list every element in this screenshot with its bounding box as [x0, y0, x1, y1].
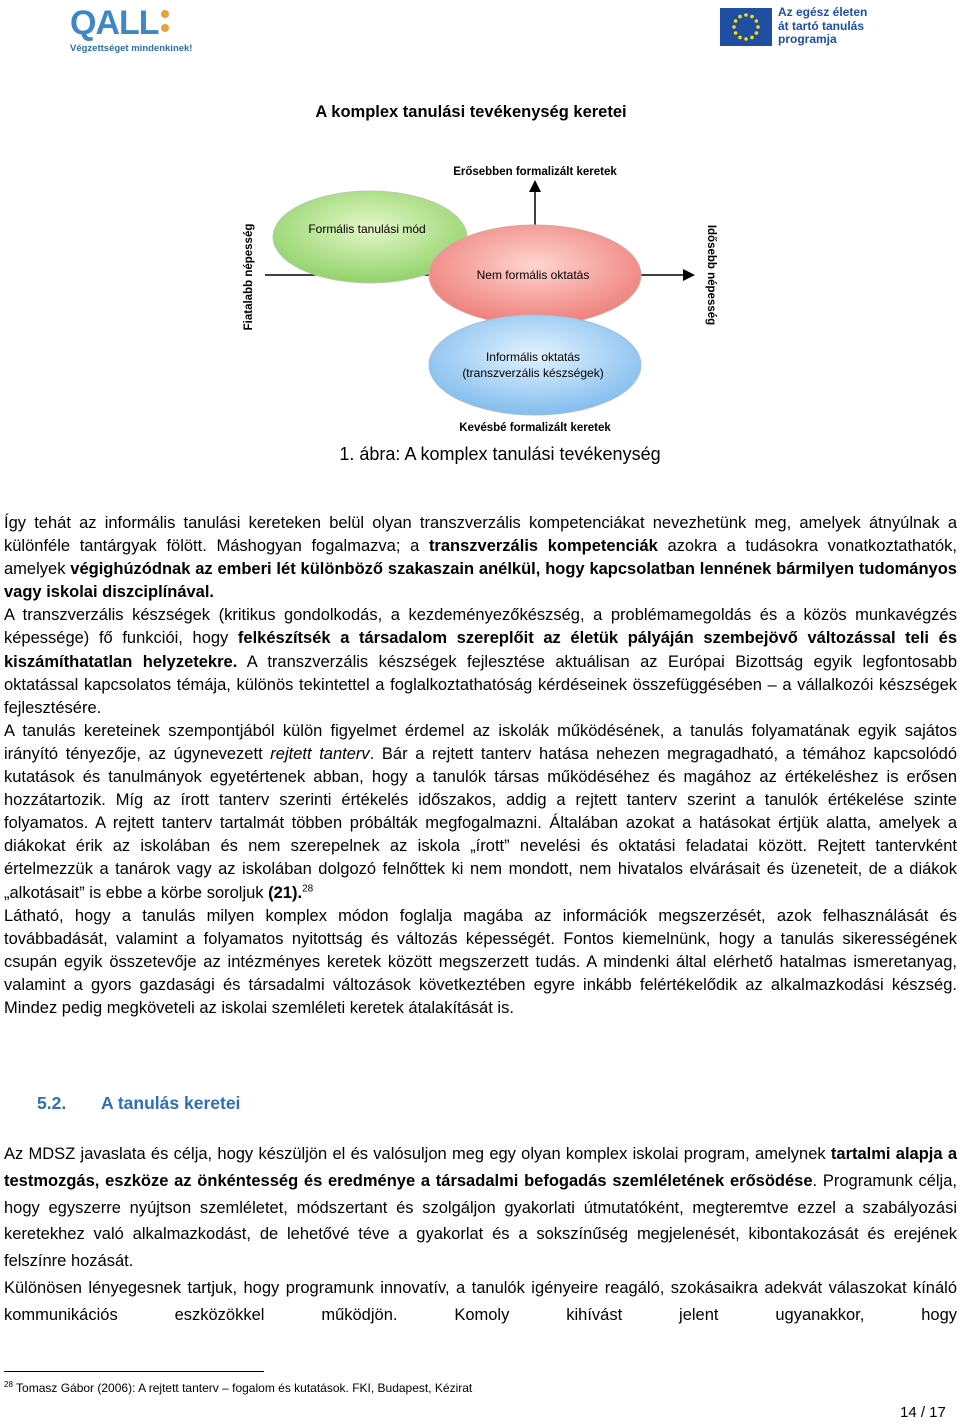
qall-logo-dots [161, 6, 169, 38]
qall-logo [70, 6, 200, 64]
paragraph-mdsz: Az MDSZ javaslata és célja, hogy készüljön el és valósuljon meg egy olyan komplex iskolai program, amelynek tartalmi alapja a testmozgás, eszköze az önkéntesség és eredménye a társadalmi befogadás szemléletének erősödése. Programunk célja, hogy egyszerre nyújtson szemléletet, módszertant és szolgáljon gyakorlati útmutatóként, megteremtve ezzel a szabályozási keretekhez való alkalmazkodást, de lehetővé téve a gyakorlat és a sokszínűség megjelenését, kibontakozását és erejének felszínre hozását. [4, 1145, 957, 1271]
ellipse-informal-label-1: Informális oktatás [485, 350, 581, 364]
ellipse-informal-label-2: (transzverzális készségek) [462, 366, 604, 380]
ellipse-formal-label: Formális tanulási mód [308, 222, 426, 236]
ellipse-informal [429, 315, 641, 415]
bottom-label: Kevésbé formalizált keretek [459, 422, 611, 434]
paragraph-innovation: Különösen lényegesnek tartjuk, hogy programunk innovatív, a tanulók igényeire reagáló, szokásaikra adekvát válaszokat kínáló kommunikációs eszközökkel működjön. Komoly kihívást jelent ugyanakkor, hogy [4, 1278, 957, 1324]
eu-programme-text: Az egész életen át tartó tanulás programja [778, 5, 868, 46]
learning-frames-diagram [230, 155, 730, 440]
eu-programme-logo [720, 6, 890, 50]
footnote-ref[interactable]: 28 [302, 883, 314, 894]
footnote-text: Tomasz Gábor (2006): A rejtett tanterv – fogalom és kutatások. FKI, Budapest, Kézirat [12, 1381, 473, 1395]
paragraph-complexity: Látható, hogy a tanulás milyen komplex módon foglalja magába az információk megszerzését, azok felhasználását és továbbadását, valamint a folyamatos nyitottság és változás képességét. Fontos kiemelnünk, hogy a tanulás sikerességének csupán egyik összetevője az intézményes keretek között megszerzett tudás. A mindenki által elérhető hatalmas ismeretanyag, valamint a gyors gazdasági és társadalmi változások következtében egyre inkább felértékelődik az alkalmazkodási készség. Mindez pedig megköveteli az iskolai szemléleti keretek átalakítását is. [4, 906, 957, 1017]
paragraph-transversal: Így tehát az informális tanulási kereteken belül olyan transzverzális kompetenciákat nevezhetünk meg, amelyek átnyúlnak a különféle tantárgyak fölött. Máshogyan fogalmazva; a transzverzális kompetenciák azokra a tudásokra vonatkoztathatók, amelyek végighúzódnak az emberi lét különböző szakaszain anélkül, hogy kapcsolatban lennének bármilyen tudományos vagy iskolai diszciplínával. [4, 514, 957, 602]
top-label: Erősebben formalizált keretek [453, 166, 617, 178]
left-label: Fiatalabb népesség [243, 223, 255, 331]
section-heading [37, 1093, 240, 1114]
footnote [4, 1381, 472, 1395]
body-text-section [4, 1141, 957, 1329]
section-title: A tanulás keretei [101, 1093, 241, 1113]
footnote-number: 28 [4, 1380, 13, 1389]
paragraph-skills: A transzverzális készségek (kritikus gondolkodás, a kezdeményezőkészség, a problémamegoldás és a közös munkavégzés képessége) fő funkciói, hogy felkészítsék a társadalom szereplőit az életük pályáján szembejövő változással teli és kiszámíthatatlan helyzetekre. A transzverzális készségek fejlesztése aktuálisan az Európai Bizottság egyik legfontosabb oktatással kapcsolatos témája, különös tekintettel a foglalkoztathatóság kérdéseinek összefüggésében – a vállalkozói készségek fejlesztésére. [4, 606, 957, 717]
body-text [4, 512, 957, 1020]
paragraph-hidden-curriculum: A tanulás kereteinek szempontjából külön figyelmet érdemel az iskolák működésének, a tanulás folyamatának egyik sajátos irányító tényezője, az úgynevezett rejtett tanterv. Bár a rejtett tanterv hatása nehezen megragadható, a témához kapcsolódó kutatások és tanulmányok egyetértenek abban, hogy a tanulók társas működéséhez és magához az értékeléshez is erősen hozzátartozik. Míg az írott tanterv szerinti értékelés időszakos, addig a rejtett tanterv szerint a tanulók értékelése szinte folyamatos. A rejtett tanterv tartalmát többen próbálták megfogalmazni. Általában azokat a hatásokat értjük alatta, amelyek a diákokat érik az iskolában és nem szerepelnek az iskola „írott” nevelési és oktatási feladatai között. Rejtett tantervként értelmezzük a tanárok vagy az iskolában dolgozó felnőttek ki nem mondott, nem hivatalos elvárásait és üzeneteit, de a diákok „alkotásait” is ebbe a körbe soroljuk (21).$^{28}$ [4, 721, 957, 902]
ellipse-nonformal-label: Nem formális oktatás [476, 268, 590, 282]
right-label: Idősebb népesség [705, 224, 717, 326]
eu-flag-icon [720, 8, 772, 46]
figure-caption: 1. ábra: A komplex tanulási tevékenység [339, 444, 661, 464]
footnote-divider [4, 1371, 264, 1372]
figure-title: A komplex tanulási tevékenység keretei [315, 103, 627, 121]
qall-tagline: Végzettséget mindenkinek! [70, 43, 193, 54]
section-number: 5.2. [37, 1093, 67, 1113]
page-number: 14 / 17 [900, 1404, 946, 1421]
qall-logo-word: QALL [70, 4, 159, 42]
